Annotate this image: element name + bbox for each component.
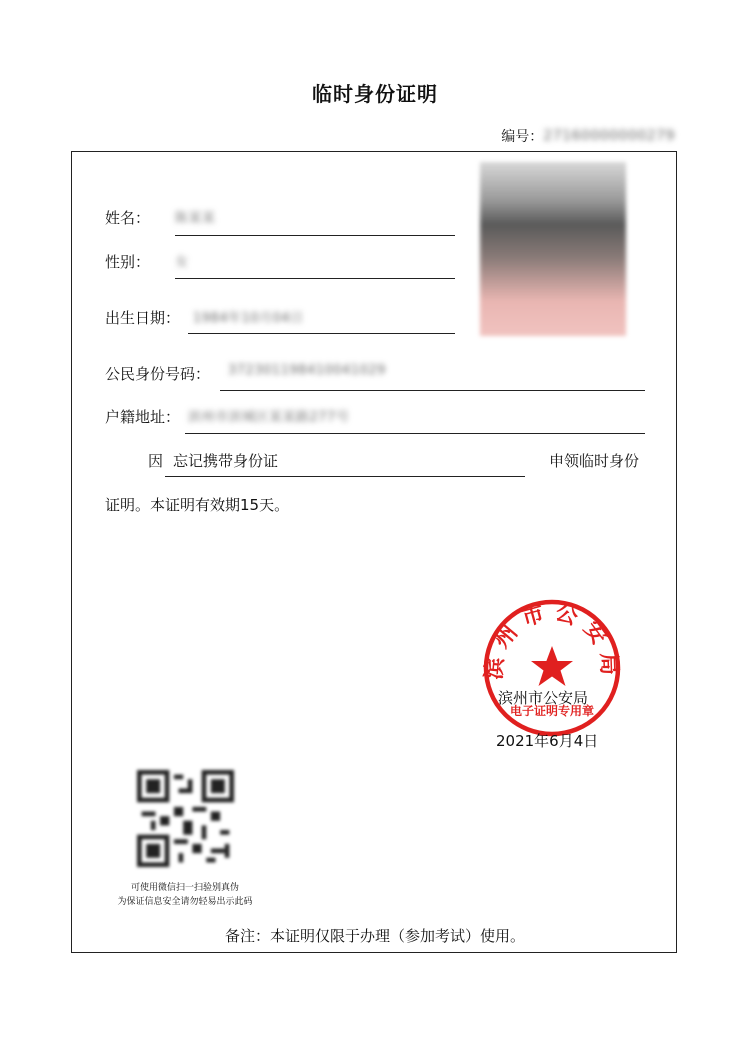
birth-value: 1984年10月04日 bbox=[193, 311, 304, 326]
name-underline bbox=[175, 235, 455, 236]
serial-number bbox=[501, 126, 675, 146]
serial-value: 27160000000279 bbox=[543, 128, 675, 144]
id-photo bbox=[480, 162, 626, 336]
reason-text: 忘记携带身份证 bbox=[173, 452, 279, 470]
official-seal bbox=[482, 598, 622, 738]
id-number-value: 372301198410041029 bbox=[228, 363, 386, 378]
seal-arc-text: 滨州市公安局 bbox=[482, 599, 622, 684]
reason-suffix: 申领临时身份 bbox=[549, 452, 640, 470]
name-value: 陈某某 bbox=[175, 211, 216, 226]
address-underline bbox=[185, 433, 645, 434]
name-label: 姓名： bbox=[105, 209, 151, 227]
qr-note-line1: 可使用微信扫一扫验别真伪 bbox=[130, 883, 239, 893]
qr-note-line2: 为保证信息安全请勿轻易出示此码 bbox=[117, 897, 253, 907]
reason-underline bbox=[165, 476, 525, 477]
birth-label: 出生日期： bbox=[105, 309, 181, 327]
id-number-label: 公民身份号码： bbox=[105, 365, 211, 383]
reason-prefix: 因 bbox=[148, 452, 164, 470]
validity-text: 证明。本证明有效期15天。 bbox=[105, 496, 290, 514]
gender-label: 性别： bbox=[105, 253, 151, 271]
birth-underline bbox=[188, 333, 455, 334]
id-number-underline bbox=[220, 390, 645, 391]
seal-star-icon bbox=[531, 646, 573, 686]
gender-value: 女 bbox=[175, 255, 189, 270]
serial-label: 编号： bbox=[501, 129, 544, 145]
document-title: 临时身份证明 bbox=[312, 82, 438, 106]
qr-code bbox=[137, 770, 234, 867]
address-label: 户籍地址： bbox=[105, 408, 181, 426]
issue-date: 2021年6月4日 bbox=[496, 732, 599, 750]
remark-text: 备注：本证明仅限于办理（参加考试）使用。 bbox=[224, 927, 525, 945]
issuer-name: 滨州市公安局 bbox=[498, 689, 589, 707]
gender-underline bbox=[175, 278, 455, 279]
seal-sub-text: 电子证明专用章 bbox=[509, 704, 595, 718]
address-value: 滨州市滨城区某某路277号 bbox=[188, 410, 350, 425]
